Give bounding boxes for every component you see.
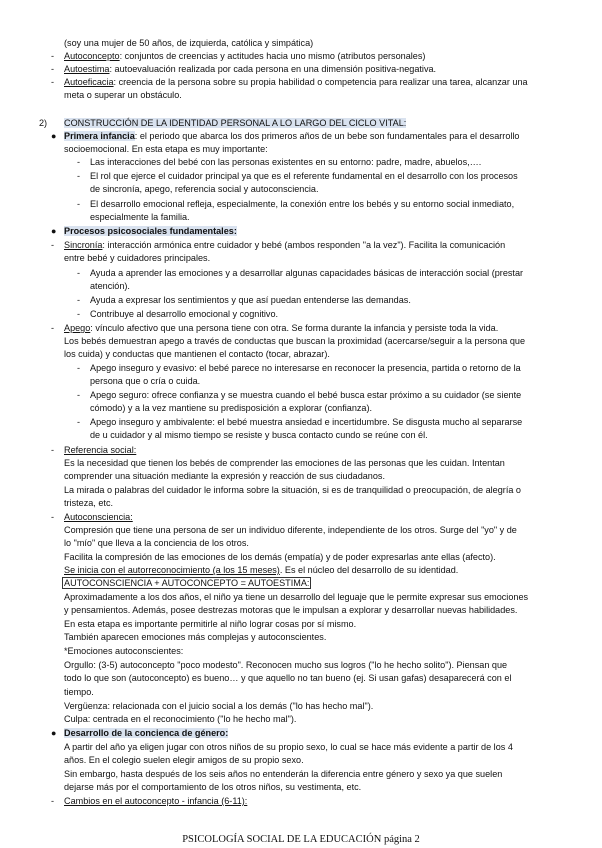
dash-marker: - (51, 77, 55, 87)
text-line: En esta etapa es importante permitirle al niño lograr cosas por sí mismo. (64, 619, 357, 629)
dash-marker: - (77, 295, 81, 305)
text-line: También aparecen emociones más complejas y autoconscientes. (64, 632, 327, 642)
subheading-autoconsciencia: Autoconsciencia: (64, 512, 133, 522)
subheading-cambios-autoconcepto: Cambios en el autoconcepto - infancia (6-11): (64, 796, 248, 806)
text-line: atención). (90, 281, 130, 291)
text-line: comprender una situación mediante la expresión y reacción de sus ciudadanos. (64, 471, 385, 481)
primera-infancia-line: Primera infancia: el periodo que abarca los dos primeros años de un bebe son fundamentales para el desarrollo (64, 131, 520, 141)
bullet-icon: ● (51, 728, 57, 738)
footer-title: PSICOLOGÍA SOCIAL DE LA EDUCACIÓN (182, 834, 382, 845)
text-line: El desarrollo emocional refleja, especialmente, la conexión entre los bebés y su entorno social inmediato, (90, 199, 515, 209)
text-line: Culpa: centrada en el reconocimiento ("lo he hecho mal"). (64, 714, 297, 724)
text-line: Compresión que tiene una persona de ser un individuo diferente, independiente de los otros. Surge del "yo" y de (64, 525, 517, 535)
text-line: Facilita la compresión de las emociones de los demás (empatía) y de poder expresarlas ante ellas (afecto). (64, 552, 496, 562)
definition-sincronia: Sincronía: interacción armónica entre cuidador y bebé (ambos responden "a la vez"). Facilita la comunicación (64, 240, 506, 250)
definition-autoconcepto: Autoconcepto: conjuntos de creencias y actitudes hacia uno mismo (atributos personales) (64, 51, 426, 61)
text-line: Es la necesidad que tienen los bebés de comprender las emociones de las personas que les cuidan. Intentan (64, 458, 505, 468)
dash-marker: - (77, 171, 81, 181)
text-line: tristeza, etc. (64, 498, 114, 508)
text-line: Las interacciones del bebé con las personas existentes en su entorno: padre, madre, abuelos,…. (90, 157, 482, 167)
dash-marker: - (77, 199, 81, 209)
text-line: todo lo que son (autoconcepto) es bueno… y que aquello no tan bueno (ej. Si usan gafas) desaparecerá con el (64, 673, 512, 683)
bullet-icon: ● (51, 131, 57, 141)
text-line: entre bebé y cuidadores principales. (64, 253, 211, 263)
text-line: Ayuda a aprender las emociones y a desarrollar algunas capacidades básicas de interacción social (prestar (90, 268, 524, 278)
section-number: 2) (39, 118, 48, 128)
text-line: Ayuda a expresar los sentimientos y que así puedan entenderse las demandas. (90, 295, 411, 305)
subheading-genero: Desarrollo de la concienca de género: (64, 728, 229, 738)
definition-autoestima: Autoestima: autoevaluación realizada por cada persona en una dimensión positiva-negativa. (64, 64, 437, 74)
dash-marker: - (51, 64, 55, 74)
text-line: de u cuidador y al mismo tiempo se resiste y busca contacto cundo se reúne con él. (90, 430, 428, 440)
text-line: Apego inseguro y ambivalente: el bebé muestra ansiedad e incertidumbre. Se disgusta mucho al separarse (90, 417, 523, 427)
subheading-procesos: Procesos psicosociales fundamentales: (64, 226, 237, 236)
footer-page-number: página 2 (383, 834, 420, 845)
dash-marker: - (51, 323, 55, 333)
text-line: especialmente la familia. (90, 212, 190, 222)
dash-marker: - (51, 445, 55, 455)
bullet-icon: ● (51, 226, 57, 236)
text-line: meta o superar un obstáculo. (64, 90, 182, 100)
text-line: Apego seguro: ofrece confianza y se muestra cuando el bebé busca estar próximo a su cuidador (se siente (90, 390, 522, 400)
definition-autoeficacia: Autoeficacia: creencia de la persona sobre su propia habilidad o competencia para realizar una tarea, alcanzar una (64, 77, 528, 87)
dash-marker: - (77, 157, 81, 167)
text-line: *Emociones autoconscientes: (64, 646, 184, 656)
text-line: tiempo. (64, 687, 94, 697)
dash-marker: - (77, 268, 81, 278)
dash-marker: - (77, 309, 81, 319)
text-line: El rol que ejerce el cuidador principal ya que es el referente fundamental en el desarrollo con los procesos (90, 171, 518, 181)
dash-marker: - (51, 240, 55, 250)
text-line: La mirada o palabras del cuidador le informa sobre la situación, si es de tranquilidad o preocupación, de alegría o (64, 485, 521, 495)
definition-apego: Apego: vínculo afectivo que una persona tiene con otra. Se forma durante la infancia y persiste toda la vida. (64, 323, 499, 333)
text-line: Contribuye al desarrollo emocional y cognitivo. (90, 309, 279, 319)
text-line: de sincronía, apego, referencia social y autoconsciencia. (90, 184, 319, 194)
subheading-referencia-social: Referencia social: (64, 445, 137, 455)
text-line: Los bebés demuestran apego a través de conductas que buscan la proximidad (acercarse/seguir a la persona que (64, 336, 526, 346)
section-heading: CONSTRUCCIÓN DE LA IDENTIDAD PERSONAL A LO LARGO DEL CICLO VITAL: (64, 118, 407, 128)
page-footer (0, 834, 602, 846)
text-line: (soy una mujer de 50 años, de izquierda, católica y simpática) (64, 38, 314, 48)
text-line: dejarse más por el comportamiento de los otros niños, su vestimenta, etc. (64, 782, 362, 792)
text-line: Se inicia con el autorreconocimiento (a los 15 meses). Es el núcleo del desarrollo de su identidad. (64, 565, 459, 575)
text-line: cómodo) y a la vez mantiene su predisposición a explorar (confianza). (90, 403, 373, 413)
formula-box: AUTOCONSCIENCIA + AUTOCONCEPTO = AUTOESTIMA: (64, 578, 310, 588)
text-line: socioemocional. En esta etapa es muy importante: (64, 144, 268, 154)
text-line: Aproximadamente a los dos años, el niño ya tiene un desarrollo del leguaje que le permite expresar sus emociones (64, 592, 529, 602)
text-line: y pensamientos. Además, posee destrezas motoras que le impulsan a explorar y desarrollar nuevas habilidades. (64, 605, 518, 615)
text-line: Orgullo: (3-5) autoconcepto "poco modesto". Reconocen mucho sus logros ("lo he hecho solito"). Piensan que (64, 660, 508, 670)
text-line: Vergüenza: relacionada con el juicio social a los demás ("lo has hecho mal"). (64, 701, 374, 711)
text-line: Sin embargo, hasta después de los seis años no entenderán la diferencia entre género y sexo ya que suelen (64, 769, 503, 779)
dash-marker: - (51, 796, 55, 806)
dash-marker: - (77, 417, 81, 427)
text-line: Apego inseguro y evasivo: el bebé parece no interesarse en reconocer la presencia, partida o retorno de la (90, 363, 521, 373)
text-line: A partir del año ya eligen jugar con otros niños de su propio sexo, lo cual se hace más evidente a partir de los 4 (64, 742, 513, 752)
text-line: persona que o cría o cuida. (90, 376, 201, 386)
dash-marker: - (77, 363, 81, 373)
dash-marker: - (51, 512, 55, 522)
dash-marker: - (51, 51, 55, 61)
text-line: lo "mío" que lleva a la conciencia de los otros. (64, 538, 249, 548)
dash-marker: - (77, 390, 81, 400)
text-line: años. En el colegio suelen elegir amigos de su propio sexo. (64, 755, 304, 765)
text-line: los cuida) y conductas que mantienen el contacto (tocar, abrazar). (64, 349, 330, 359)
